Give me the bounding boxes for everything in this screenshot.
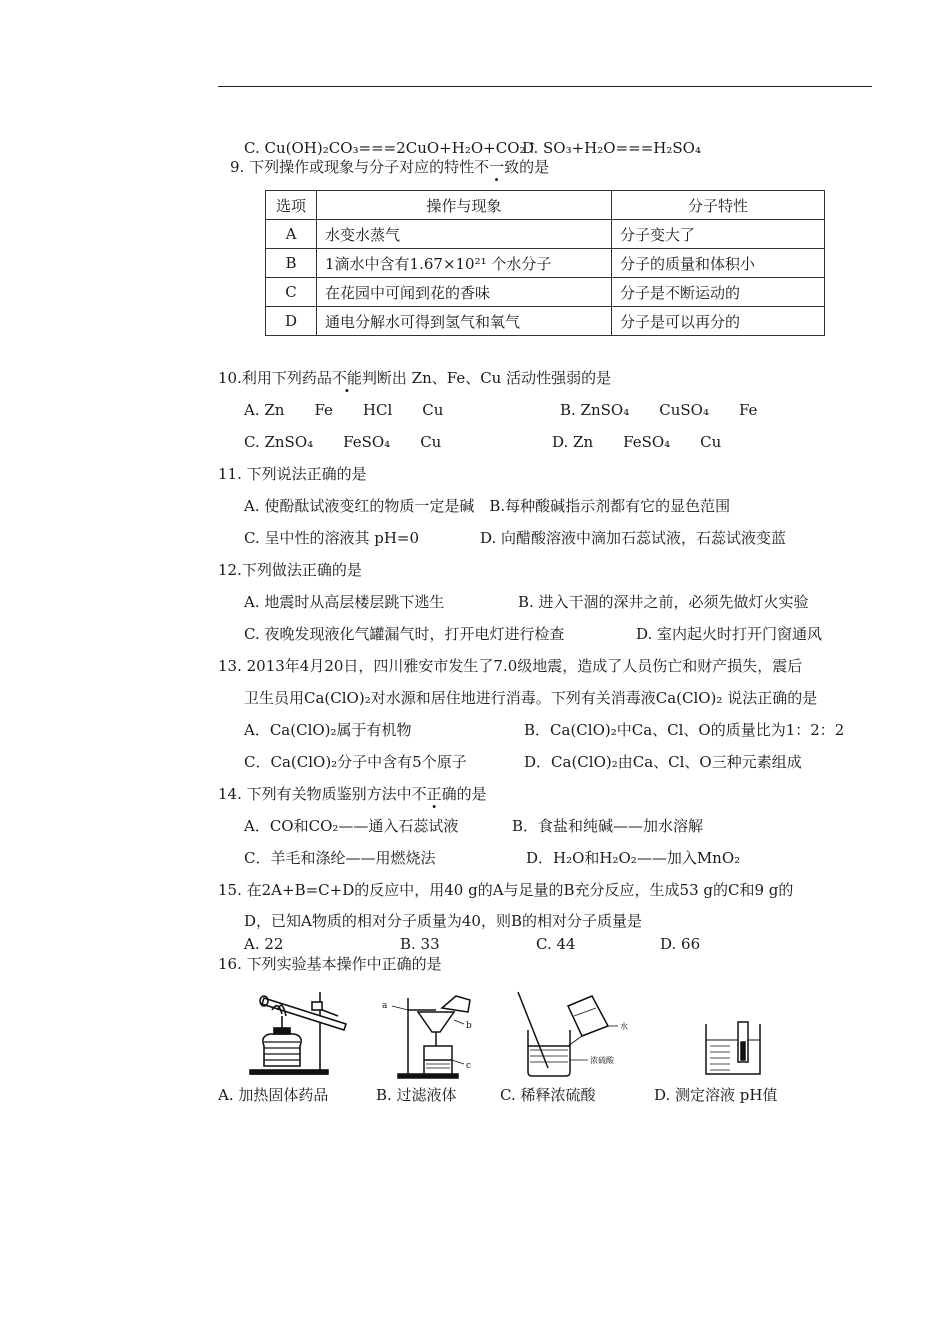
q14-option-b: B．食盐和纯碱——加水溶解 [512, 817, 704, 835]
q12-option-a: A. 地震时从高层楼层跳下逃生 [244, 593, 445, 611]
cell: 1滴水中含有1.67×10²¹ 个水分子 [317, 249, 612, 278]
table-row [266, 307, 825, 336]
cell: B [266, 249, 317, 278]
q13-option-b: B．Ca(ClO)₂中Ca、Cl、O的质量比为1：2：2 [524, 721, 845, 739]
header-option: 选项 [266, 191, 317, 220]
q14-stem-end: 的是 [456, 785, 487, 803]
q14-option-d: D．H₂O和H₂O₂——加入MnO₂ [526, 849, 741, 867]
q16-stem: 16. 下列实验基本操作中正确的是 [218, 955, 442, 973]
header-rule [218, 86, 872, 87]
figure-diluting-acid [508, 984, 638, 1080]
q10-stem-emphasis: 不能 [331, 369, 362, 387]
q15-option-a: A. 22 [244, 935, 284, 953]
q15-stem-line1: 15. 在2A+B=C+D的反应中，用40 g的A与足量的B充分反应，生成53 g的C和9 g的 [218, 881, 794, 899]
fig-c-label-water: 水 [620, 1022, 628, 1031]
figure-filtering [378, 990, 488, 1080]
q9-stem-end: 的是 [519, 158, 550, 176]
table-row [266, 249, 825, 278]
table-row [266, 220, 825, 249]
q12-option-d: D. 室内起火时打开门窗通风 [636, 625, 823, 643]
figure-heating-solid [242, 986, 362, 1078]
q15-stem-line2: D，已知A物质的相对分子质量为40，则B的相对分子质量是 [244, 912, 642, 930]
q14-option-a: A．CO和CO₂——通入石蕊试液 [244, 817, 459, 835]
table-header-row [266, 191, 825, 220]
cell: C [266, 278, 317, 307]
q16-option-c: C. 稀释浓硫酸 [500, 1086, 596, 1104]
q12-option-c: C. 夜晚发现液化气罐漏气时，打开电灯进行检查 [244, 625, 565, 643]
fig-b-label-a: a [382, 1001, 388, 1011]
fig-b-label-b: b [466, 1021, 472, 1031]
q10-stem [218, 368, 611, 388]
q12-option-b: B. 进入干涸的深井之前，必须先做灯火实验 [518, 593, 809, 611]
q9-stem-text: 9. 下列操作或现象与分子对应的特性 [230, 158, 475, 176]
q10-stem-text: 10.利用下列药品 [218, 369, 332, 387]
q13-stem-line1: 13. 2013年4月20日，四川雅安市发生了7.0级地震，造成了人员伤亡和财产损失，震后 [218, 657, 803, 675]
header-operation: 操作与现象 [317, 191, 612, 220]
q11-option-c: C. 呈中性的溶液其 pH=0 [244, 529, 420, 547]
q9-stem-emphasis: 不一致 [474, 158, 520, 176]
q15-option-d: D. 66 [660, 935, 701, 953]
q14-stem [218, 784, 487, 804]
q13-option-a: A．Ca(ClO)₂属于有机物 [244, 721, 412, 739]
q12-stem: 12.下列做法正确的是 [218, 561, 362, 579]
cell: 分子变大了 [612, 220, 825, 249]
q9-stem [230, 157, 549, 177]
q13-option-d: D．Ca(ClO)₂由Ca、Cl、O三种元素组成 [524, 753, 802, 771]
figure-measuring-ph [700, 1018, 770, 1080]
cell: 分子是不断运动的 [612, 278, 825, 307]
table-row [266, 278, 825, 307]
q14-option-c: C．羊毛和涤纶——用燃烧法 [244, 849, 436, 867]
cell: A [266, 220, 317, 249]
q11-option-ab: A. 使酚酞试液变红的物质一定是碱 B.每种酸碱指示剂都有它的显色范围 [244, 497, 731, 515]
cell: 通电分解水可得到氢气和氧气 [317, 307, 612, 336]
q15-option-b: B. 33 [400, 935, 440, 953]
q11-stem: 11. 下列说法正确的是 [218, 465, 367, 483]
q8-option-c: C. Cu(OH)₂CO₃===2CuO+H₂O+CO₂↑ [244, 139, 539, 157]
q9-table [265, 190, 825, 336]
q10-stem-end: 判断出 Zn、Fe、Cu 活动性强弱的是 [361, 369, 612, 387]
q13-stem-line2: 卫生员用Ca(ClO)₂对水源和居住地进行消毒。下列有关消毒液Ca(ClO)₂ 说法正确的是 [244, 689, 818, 707]
q11-option-d: D. 向醋酸溶液中滴加石蕊试液，石蕊试液变蓝 [480, 529, 787, 547]
q15-option-c: C. 44 [536, 935, 576, 953]
fig-c-label-acid: 浓硫酸 [590, 1056, 614, 1065]
cell: 分子是可以再分的 [612, 307, 825, 336]
q10-option-d: D. Zn FeSO₄ Cu [552, 433, 722, 451]
fig-b-label-c: c [466, 1061, 472, 1071]
q8-option-d: D. SO₃+H₂O===H₂SO₄ [522, 139, 701, 157]
q10-option-b: B. ZnSO₄ CuSO₄ Fe [560, 401, 758, 419]
q10-option-a: A. Zn Fe HCl Cu [244, 401, 444, 419]
header-property: 分子特性 [612, 191, 825, 220]
q16-option-a: A. 加热固体药品 [218, 1086, 329, 1104]
cell: 在花园中可闻到花的香味 [317, 278, 612, 307]
cell: D [266, 307, 317, 336]
q10-option-c: C. ZnSO₄ FeSO₄ Cu [244, 433, 442, 451]
cell: 分子的质量和体积小 [612, 249, 825, 278]
q13-option-c: C．Ca(ClO)₂分子中含有5个原子 [244, 753, 467, 771]
cell: 水变水蒸气 [317, 220, 612, 249]
q14-stem-text: 14. 下列有关物质鉴别方法中 [218, 785, 412, 803]
q16-option-b: B. 过滤液体 [376, 1086, 457, 1104]
q16-option-d: D. 测定溶液 pH值 [654, 1086, 778, 1104]
q14-stem-emphasis: 不正确 [411, 785, 457, 803]
